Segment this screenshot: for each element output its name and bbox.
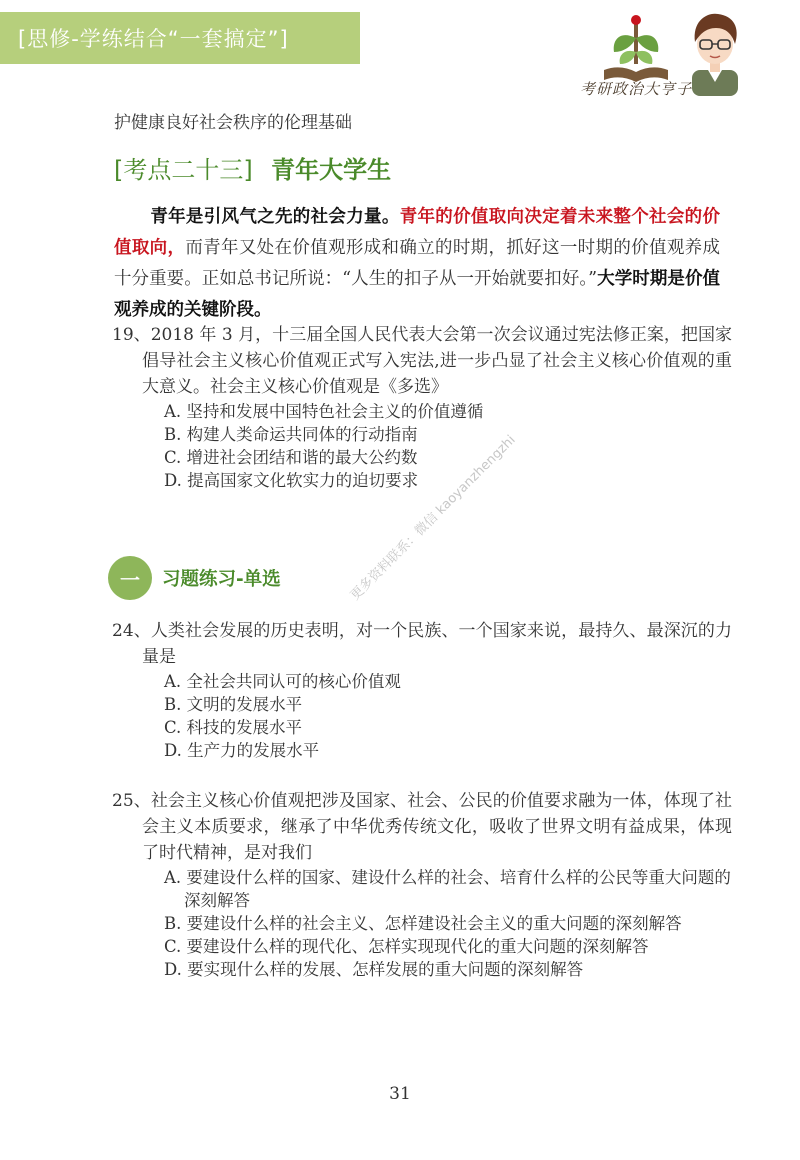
paragraph-red: 青年的价值取向决定着未来整个社会的价值取向，: [114, 207, 720, 258]
option-a: A. 坚持和发展中国特色社会主义的价值遵循: [164, 402, 484, 421]
option-c: C. 增进社会团结和谐的最大公约数: [164, 448, 418, 467]
header-title: [思修-学练结合“一套搞定”]: [18, 27, 289, 51]
topic-paragraph: [114, 202, 720, 326]
options-list: [164, 400, 732, 492]
question-25: [112, 788, 732, 981]
option-b: B. 要建设什么样的社会主义、怎样建设社会主义的重大问题的深刻解答: [164, 914, 682, 933]
question-stem: 19、2018 年 3 月，十三届全国人民代表大会第一次会议通过宪法修正案，把国家倡导社会主义核心价值观正式写入宪法,进一步凸显了社会主义核心价值观的重大意义。社会主义核心价值观是《多选》: [112, 325, 732, 397]
question-stem: 24、人类社会发展的历史表明，对一个民族、一个国家来说，最持久、最深沉的力量是: [112, 621, 732, 667]
section-label: 习题练习-单选: [162, 569, 281, 590]
topic-heading: [114, 150, 391, 185]
option-c: C. 要建设什么样的现代化、怎样实现现代化的重大问题的深刻解答: [164, 937, 649, 956]
header-band: [0, 12, 360, 64]
option-c: C. 科技的发展水平: [164, 718, 303, 737]
avatar: [682, 10, 748, 96]
page-number: 31: [389, 1084, 411, 1104]
option-a: A. 全社会共同认可的核心价值观: [164, 672, 401, 691]
paragraph-normal: 而青年又处在价值观形成和确立的时期，抓好这一时期的价值观养成十分重要。正如总书记所说：“人生的扣子从一开始就要扣好。”: [114, 238, 721, 289]
option-d: D. 要实现什么样的发展、怎样发展的重大问题的深刻解答: [164, 960, 584, 979]
option-d: D. 生产力的发展水平: [164, 741, 320, 760]
watermark: 更多资料联系：微信 kaoyanzhengzhi: [347, 432, 519, 604]
options-list: [164, 866, 732, 981]
paragraph-bold-1: 青年是引风气之先的社会力量。: [150, 207, 400, 227]
option-a: A. 要建设什么样的国家、建设什么样的社会、培育什么样的公民等重大问题的深刻解答: [164, 868, 731, 910]
continuation-text: 护健康良好社会秩序的伦理基础: [114, 113, 352, 133]
question-stem: 25、社会主义核心价值观把涉及国家、社会、公民的价值要求融为一体，体现了社会主义本质要求，继承了中华优秀传统文化，吸收了世界文明有益成果，体现了时代精神，是对我们: [112, 791, 732, 863]
option-d: D. 提高国家文化软实力的迫切要求: [164, 471, 419, 490]
option-b: B. 文明的发展水平: [164, 695, 303, 714]
brand-name: 考研政治大亨子: [580, 80, 693, 98]
question-24: [112, 618, 732, 762]
question-19: [112, 322, 732, 492]
exercise-section-header: [108, 556, 281, 600]
topic-title: 青年大学生: [271, 156, 392, 184]
options-list: [164, 670, 732, 762]
topic-label: [考点二十三]: [114, 156, 253, 184]
section-number-badge: 一: [108, 556, 152, 600]
paragraph-bold-2: 大学时期是价值观养成的关键阶段。: [114, 269, 720, 320]
option-b: B. 构建人类命运共同体的行动指南: [164, 425, 418, 444]
